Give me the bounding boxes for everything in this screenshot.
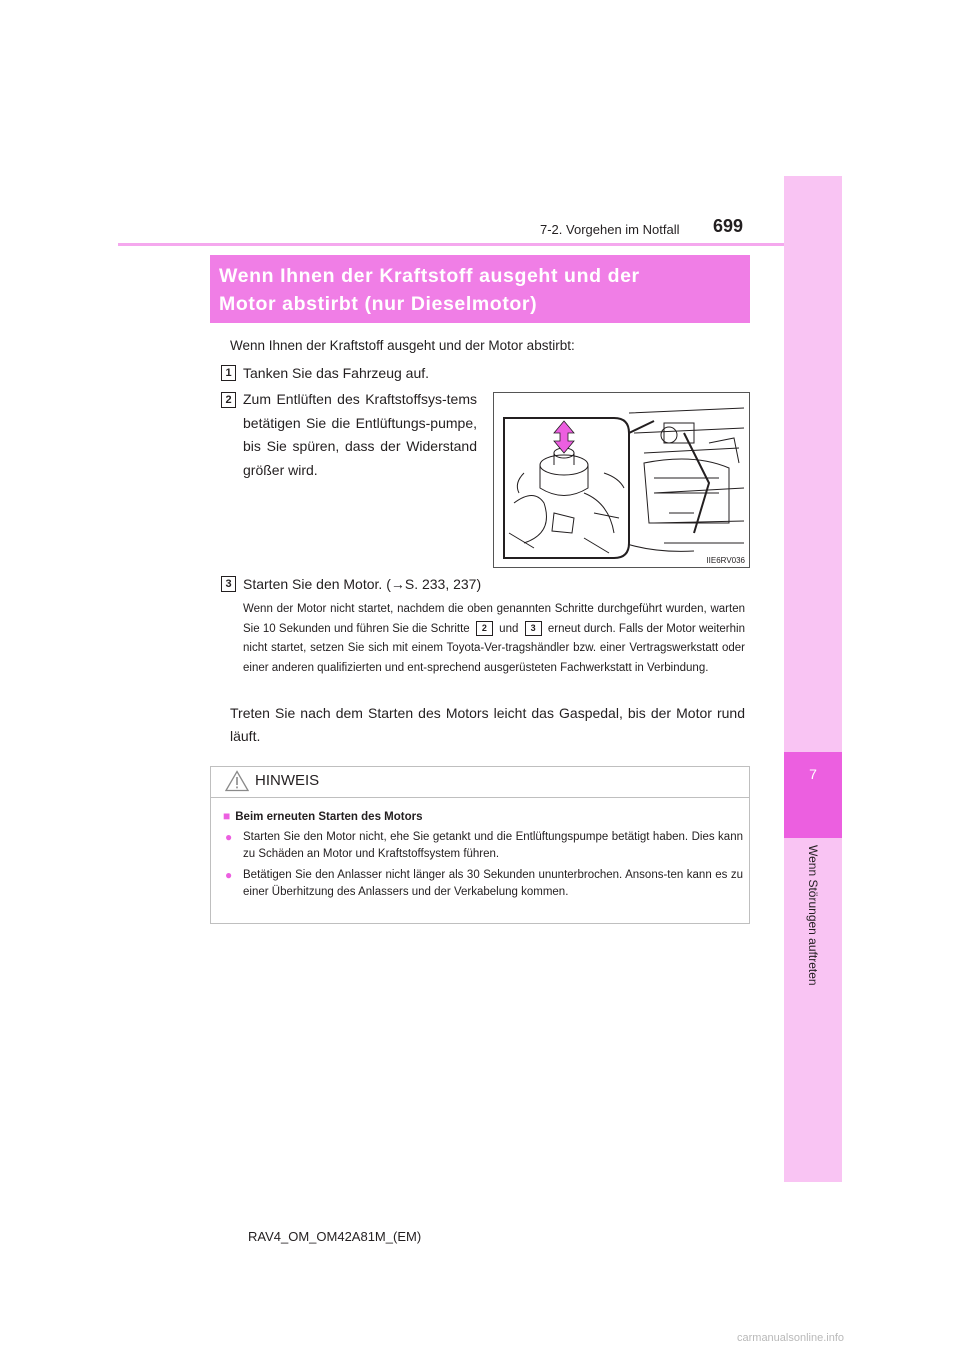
note-text-before: Wenn der Motor nicht startet, nachdem die oben genannten Schritte durchgeführt wurden, warten Sie 10 Sekunden und führen Sie die Schritte <box>243 603 745 635</box>
header-rule <box>118 243 784 246</box>
step-text-3: Starten Sie den Motor. (→S. 233, 237) <box>243 576 482 592</box>
note-text-middle: und <box>499 622 519 635</box>
square-bullet-icon: ■ <box>223 809 231 823</box>
step-number-2: 2 <box>221 392 236 408</box>
engine-illustration-svg <box>494 393 750 568</box>
intro-text: Wenn Ihnen der Kraftstoff ausgeht und der Motor abstirbt: <box>230 338 575 353</box>
engine-bay-illustration <box>493 392 750 568</box>
watermark: carmanualsonline.info <box>737 1332 845 1344</box>
chapter-tab[interactable] <box>784 752 842 838</box>
chapter-number: 7 <box>809 766 817 782</box>
notice-item-text: Starten Sie den Motor nicht, ehe Sie getankt und die Entlüftungspumpe betätigt haben. Dies kann zu Schäden an Motor und Kraftstoffsystem führen. <box>243 831 743 860</box>
page-number: 699 <box>713 216 744 236</box>
step-text-1: Tanken Sie das Fahrzeug auf. <box>243 365 430 381</box>
warning-icon <box>225 770 249 792</box>
chapter-sidebar <box>784 176 842 1182</box>
followup-text: Treten Sie nach dem Starten des Motors leicht das Gaspedal, bis der Motor rund läuft. <box>230 705 745 744</box>
step-text-2: Zum Entlüften des Kraftstoffsys-tems betätigen Sie die Entlüftungs-pumpe, bis Sie spüren, dass der Widerstand größer wird. <box>243 391 477 478</box>
notice-item-text: Betätigen Sie den Anlasser nicht länger als 30 Sekunden ununterbrochen. Ansons-ten kann es zu einer Überhitzung des Anlassers und der Verkabelung kommen. <box>243 869 743 898</box>
notice-label: HINWEIS <box>255 772 320 789</box>
notice-item <box>223 829 743 862</box>
figure-code: IIE6RV036 <box>706 556 745 565</box>
step-number-3: 3 <box>221 576 236 592</box>
document-code: RAV4_OM_OM42A81M_(EM) <box>248 1229 422 1244</box>
notice-item <box>223 867 743 900</box>
notice-box <box>210 766 750 924</box>
note-ref-step-3[interactable]: 3 <box>525 621 542 636</box>
section-title: 7-2. Vorgehen im Notfall <box>540 222 680 237</box>
heading-line-2: Motor abstirbt (nur Dieselmotor) <box>219 293 538 315</box>
step-number-1: 1 <box>221 365 236 381</box>
notice-subheading-text: Beim erneuten Starten des Motors <box>235 811 423 823</box>
restart-note <box>243 600 745 678</box>
note-ref-step-2[interactable]: 2 <box>476 621 493 636</box>
page-heading <box>210 255 750 323</box>
bullet-dot-icon: ● <box>225 830 233 844</box>
notice-subheading <box>223 809 422 823</box>
note-text-after: erneut durch. Falls der Motor weiterhin nicht startet, setzen Sie sich mit einem Toyota-Ver-tragshändler bzw. einer Vertragswerkstatt oder einer anderen qualifizierten und ent-sprechend ausgerüsteten Fachwerkstatt in Verbindung. <box>243 622 745 674</box>
chapter-title: Wenn Störungen auftreten <box>806 845 820 986</box>
heading-line-1: Wenn Ihnen der Kraftstoff ausgeht und der <box>219 265 640 287</box>
bullet-dot-icon: ● <box>225 868 233 882</box>
notice-header <box>211 767 749 798</box>
